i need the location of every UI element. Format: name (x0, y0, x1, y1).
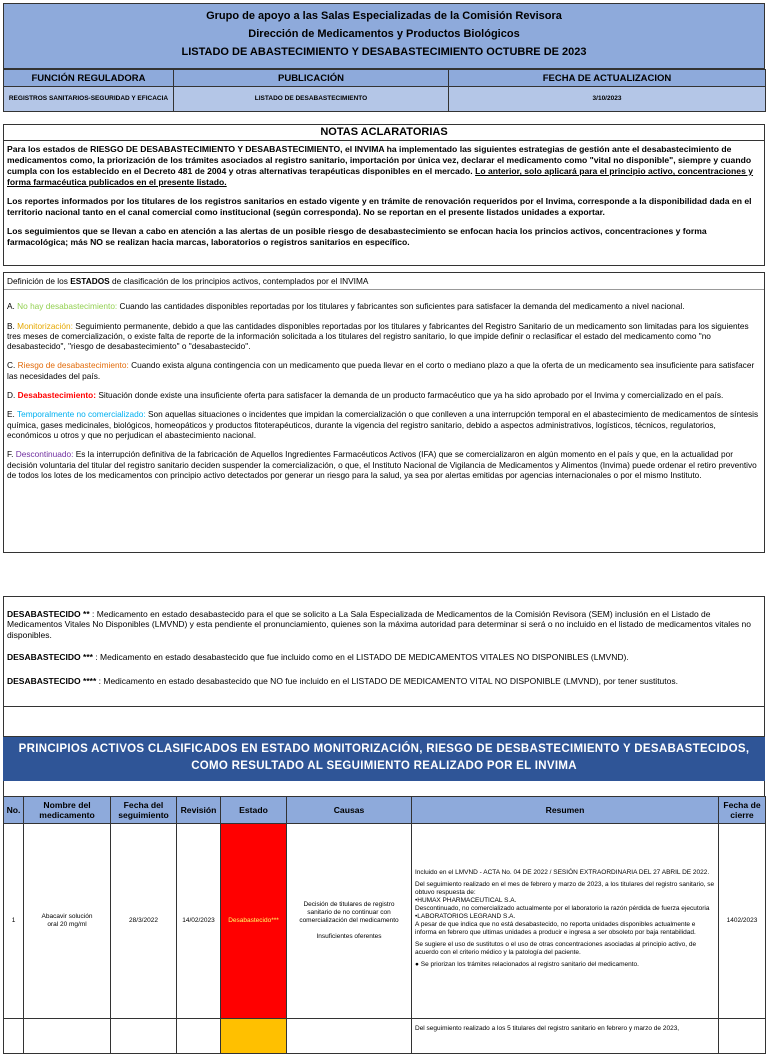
notes-paragraph-1: Para los estados de RIESGO DE DESABASTECIMIENTO Y DESABASTECIMIENTO, el INVIMA ha implementado las siguientes estrategias de gestión ante el desabastecimiento de medicamentos como, la priorización de los trámites asociados al registro sanitario, importación por única vez, declarar el medicamento como "vital no disponible", siempre y cuando cumpla con los establecido en el Decreto 481 de 2004 y otras alternativas terapéuticas disponibles en el mercado. Lo anterior, solo aplicará para el principio activo, concentraciones y forma farmacéutica publicados en el presente listado. (7, 144, 754, 187)
cell-estado: Desabastecido*** (221, 824, 287, 1019)
meta-header-funcion: FUNCIÓN REGULADORA (4, 70, 174, 87)
empty-spacer-box (3, 707, 765, 737)
notes-paragraph-2: Los reportes informados por los titulares de los registros sanitarios en estado vigente y en trámite de renovación requeridos por el Invima, corresponde a la disponibilidad dada en el territorio nacional tanto en el canal comercial como institucional (según corresponda). No se reportan en el presente listados unidades a exportar. (7, 196, 752, 217)
col-header-estado: Estado (221, 797, 287, 824)
definition-item-temporal: E. Temporalmente no comercializado: Son aquellas situaciones o incidentes que impidan la comercialización o que conlleven a una interrupción temporal en el abastecimiento de medicamentos de síntesis química, gases medicinales, biológicos, homeopáticos y productos fitoterapéuticos, durante la vigencia del registro sanitario, debido a aspectos administrativos, logísticos, técnicos, regulatorios, económicos u otros y que no perjudican el abastecimiento nacional. (7, 409, 759, 440)
col-header-resumen: Resumen (412, 797, 719, 824)
definition-item-desabastecimiento: D. Desabastecimiento: Situación donde existe una insuficiente oferta para satisfacer la demanda de un producto farmacéutico que ya ha sido aprobado por el Invima y comercializado en el país. (7, 390, 724, 401)
desabastecido-note-4: DESABASTECIDO **** : Medicamento en estado desabastecido que NO fue incluido en el LISTADO DE MEDICAMENTO VITAL NO DISPONIBLE (LMVND), por tener sustitutos. (7, 676, 678, 687)
col-header-no: No. (4, 797, 24, 824)
desabastecido-notes (3, 596, 765, 707)
definition-item-descontinuado: F. Descontinuado: Es la interrupción definitiva de la fabricación de Aquellos Ingredientes Farmacéuticos Activos (IFA) que se comercializaron en algún momento en el país y que, en la actualidad por decisión voluntaria del titular del registro sanitario deciden suspender la comercialización, o que, el Instituto Nacional de Vigilancia de Medicamentos y Alimentos (Invima) puede ordenar el retiro preventivo de todos los lotes de los medicamentos con principio activo detectados por generar un riesgo para la salud, ya sea por alertas emitidas por agencias internacionales o por el mismo Instituto. (7, 449, 757, 480)
table-row (4, 824, 766, 1019)
notes-section (3, 124, 765, 266)
meta-value-funcion: REGISTROS SANITARIOS-SEGURIDAD Y EFICACIA (4, 87, 174, 112)
definitions-intro: Definición de los ESTADOS de clasificación de los principios activos, contemplados por el INVIMA (4, 273, 764, 290)
col-header-causas: Causas (287, 797, 412, 824)
col-header-revision: Revisión (177, 797, 221, 824)
banner-line-1: PRINCIPIOS ACTIVOS CLASIFICADOS EN ESTADO MONITORIZACIÓN, RIESGO DE DESBASTECIMIENTO Y DESABASTECIDOS, (18, 743, 750, 755)
notes-underlined-text: Lo anterior, solo aplicará para el principio activo, concentraciones y forma farmacéutica publicados en el presente listado. (7, 166, 754, 187)
meta-header-fecha: FECHA DE ACTUALIZACION (449, 70, 766, 87)
cell-resumen: Del seguimiento realizado a los 5 titulares del registro sanitario en febrero y marzo de 2023, (412, 1019, 719, 1054)
header-list-title: LISTADO DE ABASTECIMIENTO Y DESABASTECIMIENTO OCTUBRE DE 2023 (181, 46, 587, 58)
definitions-section (3, 272, 765, 553)
header-direction-title: Dirección de Medicamentos y Productos Biológicos (248, 28, 520, 40)
cell-nombre: Abacavir solución oral 20 mg/ml (24, 824, 111, 1019)
definition-item-no-desabastecimiento: A. No hay desabastecimiento: Cuando las cantidades disponibles reportadas por los titulares y fabricantes son suficientes para satisfacer la demanda del medicamento a nivel nacional. (7, 301, 685, 312)
document-header (3, 3, 765, 69)
meta-value-fecha: 3/10/2023 (449, 87, 766, 112)
cell-causas: Decisión de titulares de registro sanitario de no continuar con comercialización del medicamento Insuficientes oferentes (287, 824, 412, 1019)
cell-cierre: 1402/2023 (719, 824, 766, 1019)
desabastecido-note-3: DESABASTECIDO *** : Medicamento en estado desabastecido que fue incluido como en el LISTADO DE MEDICAMENTOS VITALES NO DISPONIBLES (LMVND). (7, 651, 629, 662)
cell-no: 1 (4, 824, 24, 1019)
notes-paragraph-3: Los seguimientos que se llevan a cabo en atención a las alertas de un posible riesgo de desabastecimiento se enfocan hacia los princios activos, concentraciones y forma farmacológica; más NO se realizan hacia marcas, laboratorios o registros sanitarios en específico. (7, 226, 707, 247)
desabastecido-note-2: DESABASTECIDO ** : Medicamento en estado desabastecido para el que se solicito a La Sala Especializada de Medicamentos de la Comisión Revisora (SEM) inclusión en el Listado de Medicamentos Vitales No Disponibles (LMVND) y esta pendiente el pronunciamiento, quienes son la máxima autoridad para determinar si será o no incluido en el listado de medicamentos vitales no disponibles. (7, 609, 751, 640)
banner-line-2: COMO RESULTADO AL SEGUIMIENTO REALIZADO POR EL INVIMA (191, 760, 577, 772)
notes-title: NOTAS ACLARATORIAS (4, 125, 764, 141)
definition-item-riesgo: C. Riesgo de desabastecimiento: Cuando exista alguna contingencia con un medicamento que pueda llevar en el corto o mediano plazo a que la oferta de un medicamento sea insuficiente para satisfacer las necesidades del país. (7, 360, 755, 381)
cell-fecha: 28/3/2022 (111, 824, 177, 1019)
col-header-fecha: Fecha del seguimiento (111, 797, 177, 824)
col-header-cierre: Fecha de cierre (719, 797, 766, 824)
meta-header-publicacion: PUBLICACIÓN (174, 70, 449, 87)
meta-value-publicacion: LISTADO DE DESABASTECIMIENTO (174, 87, 449, 112)
col-header-nombre: Nombre del medicamento (24, 797, 111, 824)
cell-revision: 14/02/2023 (177, 824, 221, 1019)
section-banner (3, 737, 765, 781)
header-group-title: Grupo de apoyo a las Salas Especializadas de la Comisión Revisora (206, 10, 562, 22)
cell-resumen: Incluido en el LMVND - ACTA No. 04 DE 2022 / SESIÓN EXTRAORDINARIA DEL 27 ABRIL DE 2022. Del seguimiento realizado en el mes de febrero y marzo de 2023, a los titulares del registro sanitario, se obtuvo respuesta de: •HUMAX PHARMACEUTICAL S.A. Descontinuado, no comercializado actualmente por el laboratorio la razón pérdida de fuerza ejecutoria •LABORATORIOS LEGRAND S.A. A pesar de que indica que no está desabastecido, no reporta unidades disponibles actualmente e informa en febrero que ultimas unidades a producir e ingresa a ser obsoleto por baja rentabilidad. Se sugiere el uso de sustitutos o el uso de otras concentraciones asociadas al principio activo, de acuerdo con el criterio médico y la patología del paciente. ● Se priorizan los trámites relacionados al registro sanitario del medicamento. (412, 824, 719, 1019)
table-header-row (4, 797, 766, 824)
definition-item-monitorizacion: B. Monitorización: Seguimiento permanente, debido a que las cantidades disponibles reportadas por los titulares y fabricantes del Registro Sanitario de un medicamento son limitadas para los siguientes tres meses de comercialización, o existe falta de reporte de la información solicitada a los titulares del registro sanitario, lo que impide definir o reclasificar el estado del medicamento como "no desabastecido", "riesgo de desabastecimiento" o "desabastecido". (7, 320, 749, 352)
medicines-table (3, 796, 766, 1054)
meta-table (3, 69, 766, 112)
banner-gap (3, 781, 765, 796)
